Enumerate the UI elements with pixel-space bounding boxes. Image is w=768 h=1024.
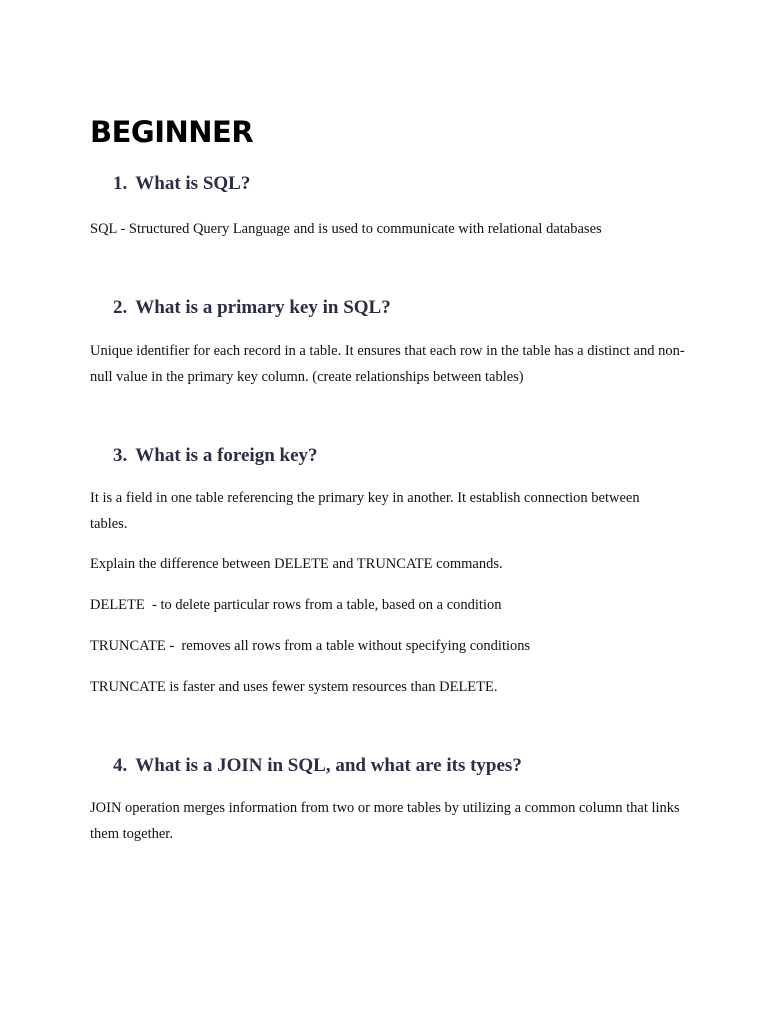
section-number: 3. [113, 445, 128, 466]
section-number: 1. [113, 173, 128, 194]
paragraph-delete-truncate-question: Explain the difference between DELETE and TRUNCATE commands. [90, 556, 503, 572]
paragraph-truncate-comparison: TRUNCATE is faster and uses fewer system resources than DELETE. [90, 679, 498, 695]
section-number: 2. [113, 297, 128, 318]
paragraph-sql-definition: SQL - Structured Query Language and is used to communicate with relational databases [90, 221, 602, 237]
section-question: What is a foreign key? [135, 445, 318, 466]
section-question: What is SQL? [135, 173, 251, 194]
section-question: What is a primary key in SQL? [135, 297, 391, 318]
section-heading-what-is-sql [113, 171, 250, 197]
section-question: What is a JOIN in SQL, and what are its types? [135, 755, 522, 776]
paragraph-delete-description: DELETE - to delete particular rows from a table, based on a condition [90, 597, 502, 613]
paragraph-primary-key-definition: Unique identifier for each record in a table. It ensures that each row in the table has a distinct and non-null value in the primary key column. (create relationships between tables) [90, 343, 685, 385]
section-number: 4. [113, 755, 128, 776]
paragraph-truncate-description: TRUNCATE - removes all rows from a table without specifying conditions [90, 638, 531, 654]
paragraph-join-definition: JOIN operation merges information from two or more tables by utilizing a common column that links them together. [90, 800, 680, 842]
section-heading-primary-key [113, 295, 391, 321]
paragraph-foreign-key-definition: It is a field in one table referencing the primary key in another. It establish connection between tables. [90, 490, 640, 532]
section-heading-join [113, 753, 522, 779]
page-title: BEGINNER [90, 115, 254, 149]
section-heading-foreign-key [113, 443, 318, 469]
